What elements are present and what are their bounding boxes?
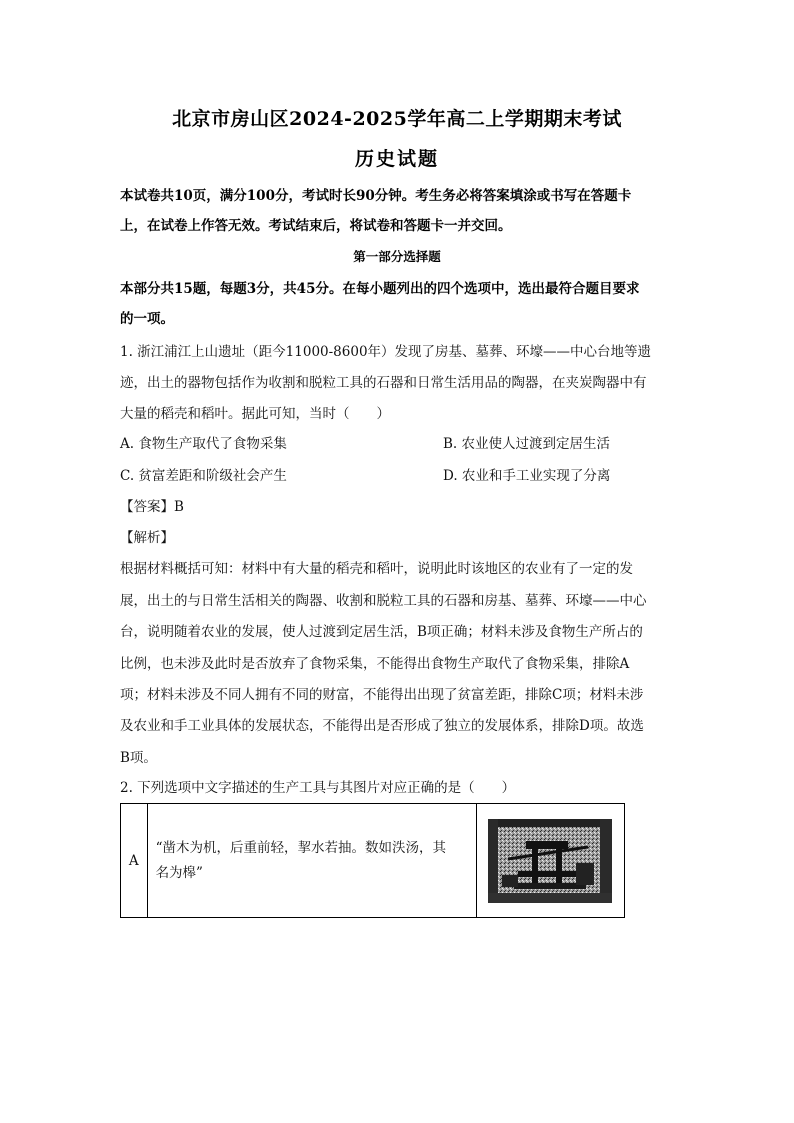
q2-row-text-line-1: “凿木为机，后重前轻，挈水若抽。数如泆汤，其 (155, 839, 446, 856)
q2-row-label: A (121, 804, 148, 918)
q1-option-d: D. 农业和手工业实现了分离 (443, 468, 611, 484)
part1-heading: 第一部分选择题 (353, 249, 441, 264)
q1-option-a: A. 食物生产取代了食物采集 (120, 436, 287, 452)
table-row (121, 804, 625, 918)
q2-row-text (147, 804, 476, 918)
part1-line-2: 的一项。 (120, 311, 174, 327)
q1-analysis-line-2: 展，出土的与日常生活相关的陶器、收割和脱粒工具的石器和房基、墓葬、环壕——中心 (120, 593, 647, 609)
q1-analysis-line-7: B项。 (120, 750, 157, 766)
intro-line-1: 本试卷共10页，满分100分，考试时长90分钟。考生务必将答案填涂或书写在答题卡 (120, 188, 632, 204)
q1-option-c: C. 贫富差距和阶级社会产生 (120, 468, 287, 484)
q2-stem: 2. 下列选项中文字描述的生产工具与其图片对应正确的是（ ） (120, 780, 516, 796)
q1-analysis-line-6: 及农业和手工业具体的发展状态，不能得出是否形成了独立的发展体系，排除D项。故选 (120, 718, 644, 734)
q1-analysis-label: 【解析】 (120, 530, 174, 546)
q1-option-b: B. 农业使人过渡到定居生活 (443, 436, 611, 452)
intro-line-2: 上，在试卷上作答无效。考试结束后，将试卷和答题卡一并交回。 (120, 218, 512, 234)
q1-analysis-line-1: 根据材料概括可知：材料中有大量的稻壳和稻叶，说明此时该地区的农业有了一定的发 (120, 561, 633, 577)
q1-stem-line-1: 1. 浙江浦江上山遗址（距今11000-8600年）发现了房基、墓葬、环壕——中心台地等遗 (120, 344, 652, 360)
q1-analysis-line-5: 项；材料未涉及不同人拥有不同的财富，不能得出出现了贫富差距，排除C项；材料未涉 (120, 687, 644, 703)
q2-row-image-cell (476, 804, 624, 918)
q1-analysis-line-3: 台，说明随着农业的发展，使人过渡到定居生活，B项正确；材料未涉及食物生产所占的 (120, 624, 643, 640)
q1-answer: 【答案】B (120, 499, 184, 515)
q1-stem-line-3: 大量的稻壳和稻叶。据此可知，当时（ ） (120, 406, 390, 422)
well-sweep-image (488, 819, 612, 903)
q2-option-table (120, 803, 625, 918)
q1-stem-line-2: 迹，出土的器物包括作为收割和脱粒工具的石器和日常生活用品的陶器，在夹炭陶器中有 (120, 375, 647, 391)
page-subtitle: 历史试题 (354, 148, 439, 170)
page-title: 北京市房山区2024-2025学年高二上学期期末考试 (172, 108, 622, 130)
part1-line-1: 本部分共15题，每题3分，共45分。在每小题列出的四个选项中，选出最符合题目要求 (120, 281, 640, 297)
q2-row-text-line-2: 名为槔” (155, 864, 203, 881)
q1-analysis-line-4: 比例，也未涉及此时是否放弃了食物采集，不能得出食物生产取代了食物采集，排除A (120, 656, 630, 672)
